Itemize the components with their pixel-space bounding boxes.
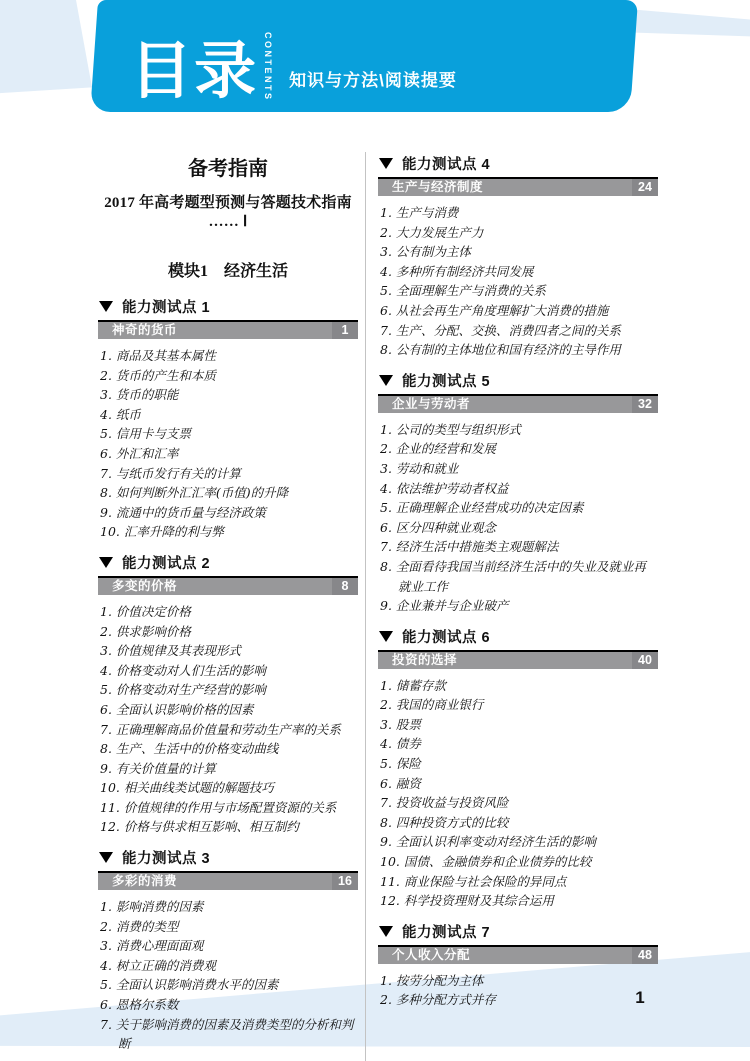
triangle-down-icon [379, 375, 393, 386]
toc-item: 5. 全面理解生产与消费的关系 [380, 283, 546, 299]
toc-item: 5. 正确理解企业经营成功的决定因素 [380, 500, 584, 516]
toc-item: 6. 区分四种就业观念 [380, 519, 496, 535]
section-item-list [98, 897, 358, 1054]
toc-item: 2. 大力发展生产力 [380, 224, 484, 240]
section-page-number: 8 [332, 578, 358, 595]
toc-item: 3. 股票 [380, 716, 421, 732]
triangle-down-icon [99, 557, 113, 568]
toc-item: 12. 价格与供求相互影响、相互制约 [100, 819, 299, 835]
section-page-number: 16 [332, 873, 358, 890]
section-title-bar [378, 396, 658, 413]
toc-item: 7. 正确理解商品价值量和劳动生产率的关系 [100, 721, 341, 737]
section-title: 投资的选择 [392, 652, 458, 667]
toc-item: 2. 企业的经营和发展 [380, 441, 496, 457]
toc-item: 5. 全面认识影响消费水平的因素 [100, 977, 279, 993]
toc-item: 2. 供求影响价格 [100, 623, 191, 639]
page-title: 目录 [130, 36, 259, 106]
header-banner [90, 0, 638, 112]
column-divider [365, 152, 366, 1061]
toc-item: 2. 多种分配方式并存 [380, 992, 496, 1008]
section-title-bar [98, 578, 358, 595]
toc-item: 3. 消费心理面面观 [100, 938, 204, 954]
section-page-number: 24 [632, 179, 658, 196]
toc-item: 1. 商品及其基本属性 [100, 348, 216, 363]
toc-item: 5. 保险 [380, 756, 421, 772]
toc-item: 4. 树立正确的消费观 [100, 957, 216, 973]
section-title: 个人收入分配 [392, 947, 471, 962]
section-label: 能力测试点 3 [122, 851, 211, 868]
section-header [378, 153, 658, 179]
section-title-bar [378, 652, 658, 669]
toc-item: 1. 生产与消费 [380, 205, 459, 220]
section-item-list [378, 203, 658, 360]
toc-section [378, 153, 658, 360]
triangle-down-icon [379, 158, 393, 169]
toc-item: 4. 依法维护劳动者权益 [380, 480, 509, 496]
section-title: 企业与劳动者 [392, 396, 471, 411]
toc-item: 6. 全面认识影响价格的因素 [100, 701, 254, 717]
section-page-number: 40 [632, 652, 658, 669]
toc-item: 4. 多种所有制经济共同发展 [380, 263, 534, 279]
section-label: 能力测试点 1 [122, 300, 211, 316]
section-item-list [378, 971, 658, 1010]
toc-item: 10. 相关曲线类试题的解题技巧 [100, 780, 274, 796]
toc-column-left [98, 150, 358, 1061]
corner-wedge-top-right [618, 6, 750, 38]
toc-item: 6. 外汇和汇率 [100, 445, 179, 461]
toc-item: 12. 科学投资理财及其综合运用 [380, 893, 554, 909]
toc-item: 3. 价值规律及其表现形式 [100, 643, 241, 659]
toc-column-right [378, 150, 658, 1061]
section-title: 生产与经济制度 [392, 180, 484, 194]
section-title-bar [378, 947, 658, 964]
toc-item: 1. 按劳分配为主体 [380, 972, 484, 988]
section-item-list [378, 676, 658, 911]
toc-item: 6. 从社会再生产角度理解扩大消费的措施 [380, 302, 609, 318]
header-banner-inner [94, 0, 634, 112]
toc-item: 8. 生产、生活中的价格变动曲线 [100, 741, 279, 757]
toc-item: 8. 四种投资方式的比较 [380, 814, 509, 830]
section-label: 能力测试点 7 [402, 924, 491, 941]
toc-item: 4. 价格变动对人们生活的影响 [100, 662, 266, 678]
toc-item: 4. 纸币 [100, 406, 141, 422]
toc-item: 5. 信用卡与支票 [100, 426, 191, 442]
toc-item: 3. 货币的职能 [100, 387, 179, 403]
section-title: 神奇的货币 [112, 323, 178, 337]
header-subtitle: 知识与方法\阅读提要 [289, 71, 457, 90]
contents-vertical-label: CONTENTS [263, 32, 274, 102]
corner-wedge-top-left [0, 0, 100, 96]
toc-item: 9. 全面认识利率变动对经济生活的影响 [380, 834, 596, 850]
toc-item: 11. 价值规律的作用与市场配置资源的关系 [100, 799, 337, 815]
toc-item: 9. 企业兼并与企业破产 [380, 598, 509, 614]
toc-item: 3. 公有制为主体 [380, 244, 471, 260]
section-page-number: 48 [632, 947, 658, 964]
toc-item: 8. 全面看待我国当前经济生活中的失业及就业再就业工作 [380, 558, 646, 594]
toc-item: 1. 公司的类型与组织形式 [380, 421, 521, 437]
exam-guide-heading: 备考指南 [188, 158, 268, 180]
section-label: 能力测试点 5 [402, 373, 491, 390]
toc-item: 7. 关于影响消费的因素及消费类型的分析和判断 [100, 1016, 354, 1052]
toc-item: 9. 流通中的货币量与经济政策 [100, 504, 266, 520]
toc-section [378, 370, 658, 616]
section-page-number: 32 [632, 396, 658, 413]
section-title-bar [98, 322, 358, 339]
toc-section [98, 847, 358, 1054]
toc-item: 2. 货币的产生和本质 [100, 367, 216, 383]
page-number: 1 [635, 988, 645, 1007]
toc-item: 7. 生产、分配、交换、消费四者之间的关系 [380, 322, 621, 338]
triangle-down-icon [99, 301, 113, 312]
toc-item: 7. 投资收益与投资风险 [380, 795, 509, 811]
toc-section [98, 552, 358, 837]
section-title-bar [98, 873, 358, 890]
section-header [378, 626, 658, 652]
section-label: 能力测试点 2 [122, 555, 211, 572]
section-title-bar [378, 179, 658, 196]
section-page-number: 1 [332, 322, 358, 339]
toc-item: 7. 经济生活中措施类主观题解法 [380, 539, 559, 555]
toc-section [378, 921, 658, 1010]
triangle-down-icon [379, 631, 393, 642]
section-item-list [378, 420, 658, 616]
section-header [378, 921, 658, 947]
toc-item: 1. 储蓄存款 [380, 677, 446, 693]
toc-item: 5. 价格变动对生产经营的影响 [100, 682, 266, 698]
section-title: 多变的价格 [112, 578, 178, 593]
section-label: 能力测试点 6 [402, 629, 491, 646]
toc-item: 9. 有关价值量的计算 [100, 760, 216, 776]
toc-item: 8. 公有制的主体地位和国有经济的主导作用 [380, 342, 621, 358]
toc-section [98, 296, 358, 542]
toc-item: 6. 融资 [380, 775, 421, 791]
intro-block [98, 152, 358, 281]
triangle-down-icon [99, 852, 113, 863]
toc-item: 8. 如何判断外汇汇率(币值)的升降 [100, 485, 289, 501]
section-header [98, 552, 358, 578]
toc-item: 1. 影响消费的因素 [100, 899, 204, 915]
section-header [98, 847, 358, 873]
module-heading: 模块1 经济生活 [167, 263, 288, 280]
toc-item: 4. 债券 [380, 736, 421, 752]
section-item-list [98, 346, 358, 542]
toc-item: 7. 与纸币发行有关的计算 [100, 465, 241, 481]
section-header [98, 296, 358, 322]
toc-item: 6. 恩格尔系数 [100, 997, 179, 1013]
toc-item: 2. 消费的类型 [100, 918, 179, 934]
toc-item: 10. 汇率升降的利与弊 [100, 524, 224, 540]
toc-item: 10. 国债、金融债券和企业债券的比较 [380, 854, 592, 870]
section-header [378, 370, 658, 396]
section-label: 能力测试点 4 [402, 157, 491, 173]
triangle-down-icon [379, 926, 393, 937]
toc-item: 3. 劳动和就业 [380, 460, 459, 476]
toc-item: 11. 商业保险与社会保险的异同点 [380, 873, 567, 889]
toc-content [98, 150, 658, 1061]
section-title: 多彩的消费 [112, 874, 178, 889]
toc-item: 1. 价值决定价格 [100, 603, 191, 619]
toc-section [378, 626, 658, 911]
exam-guide-entry: 2017 年高考题型预测与答题技术指南 …… Ⅰ [104, 195, 352, 230]
section-item-list [98, 602, 358, 837]
toc-item: 2. 我国的商业银行 [380, 697, 484, 713]
